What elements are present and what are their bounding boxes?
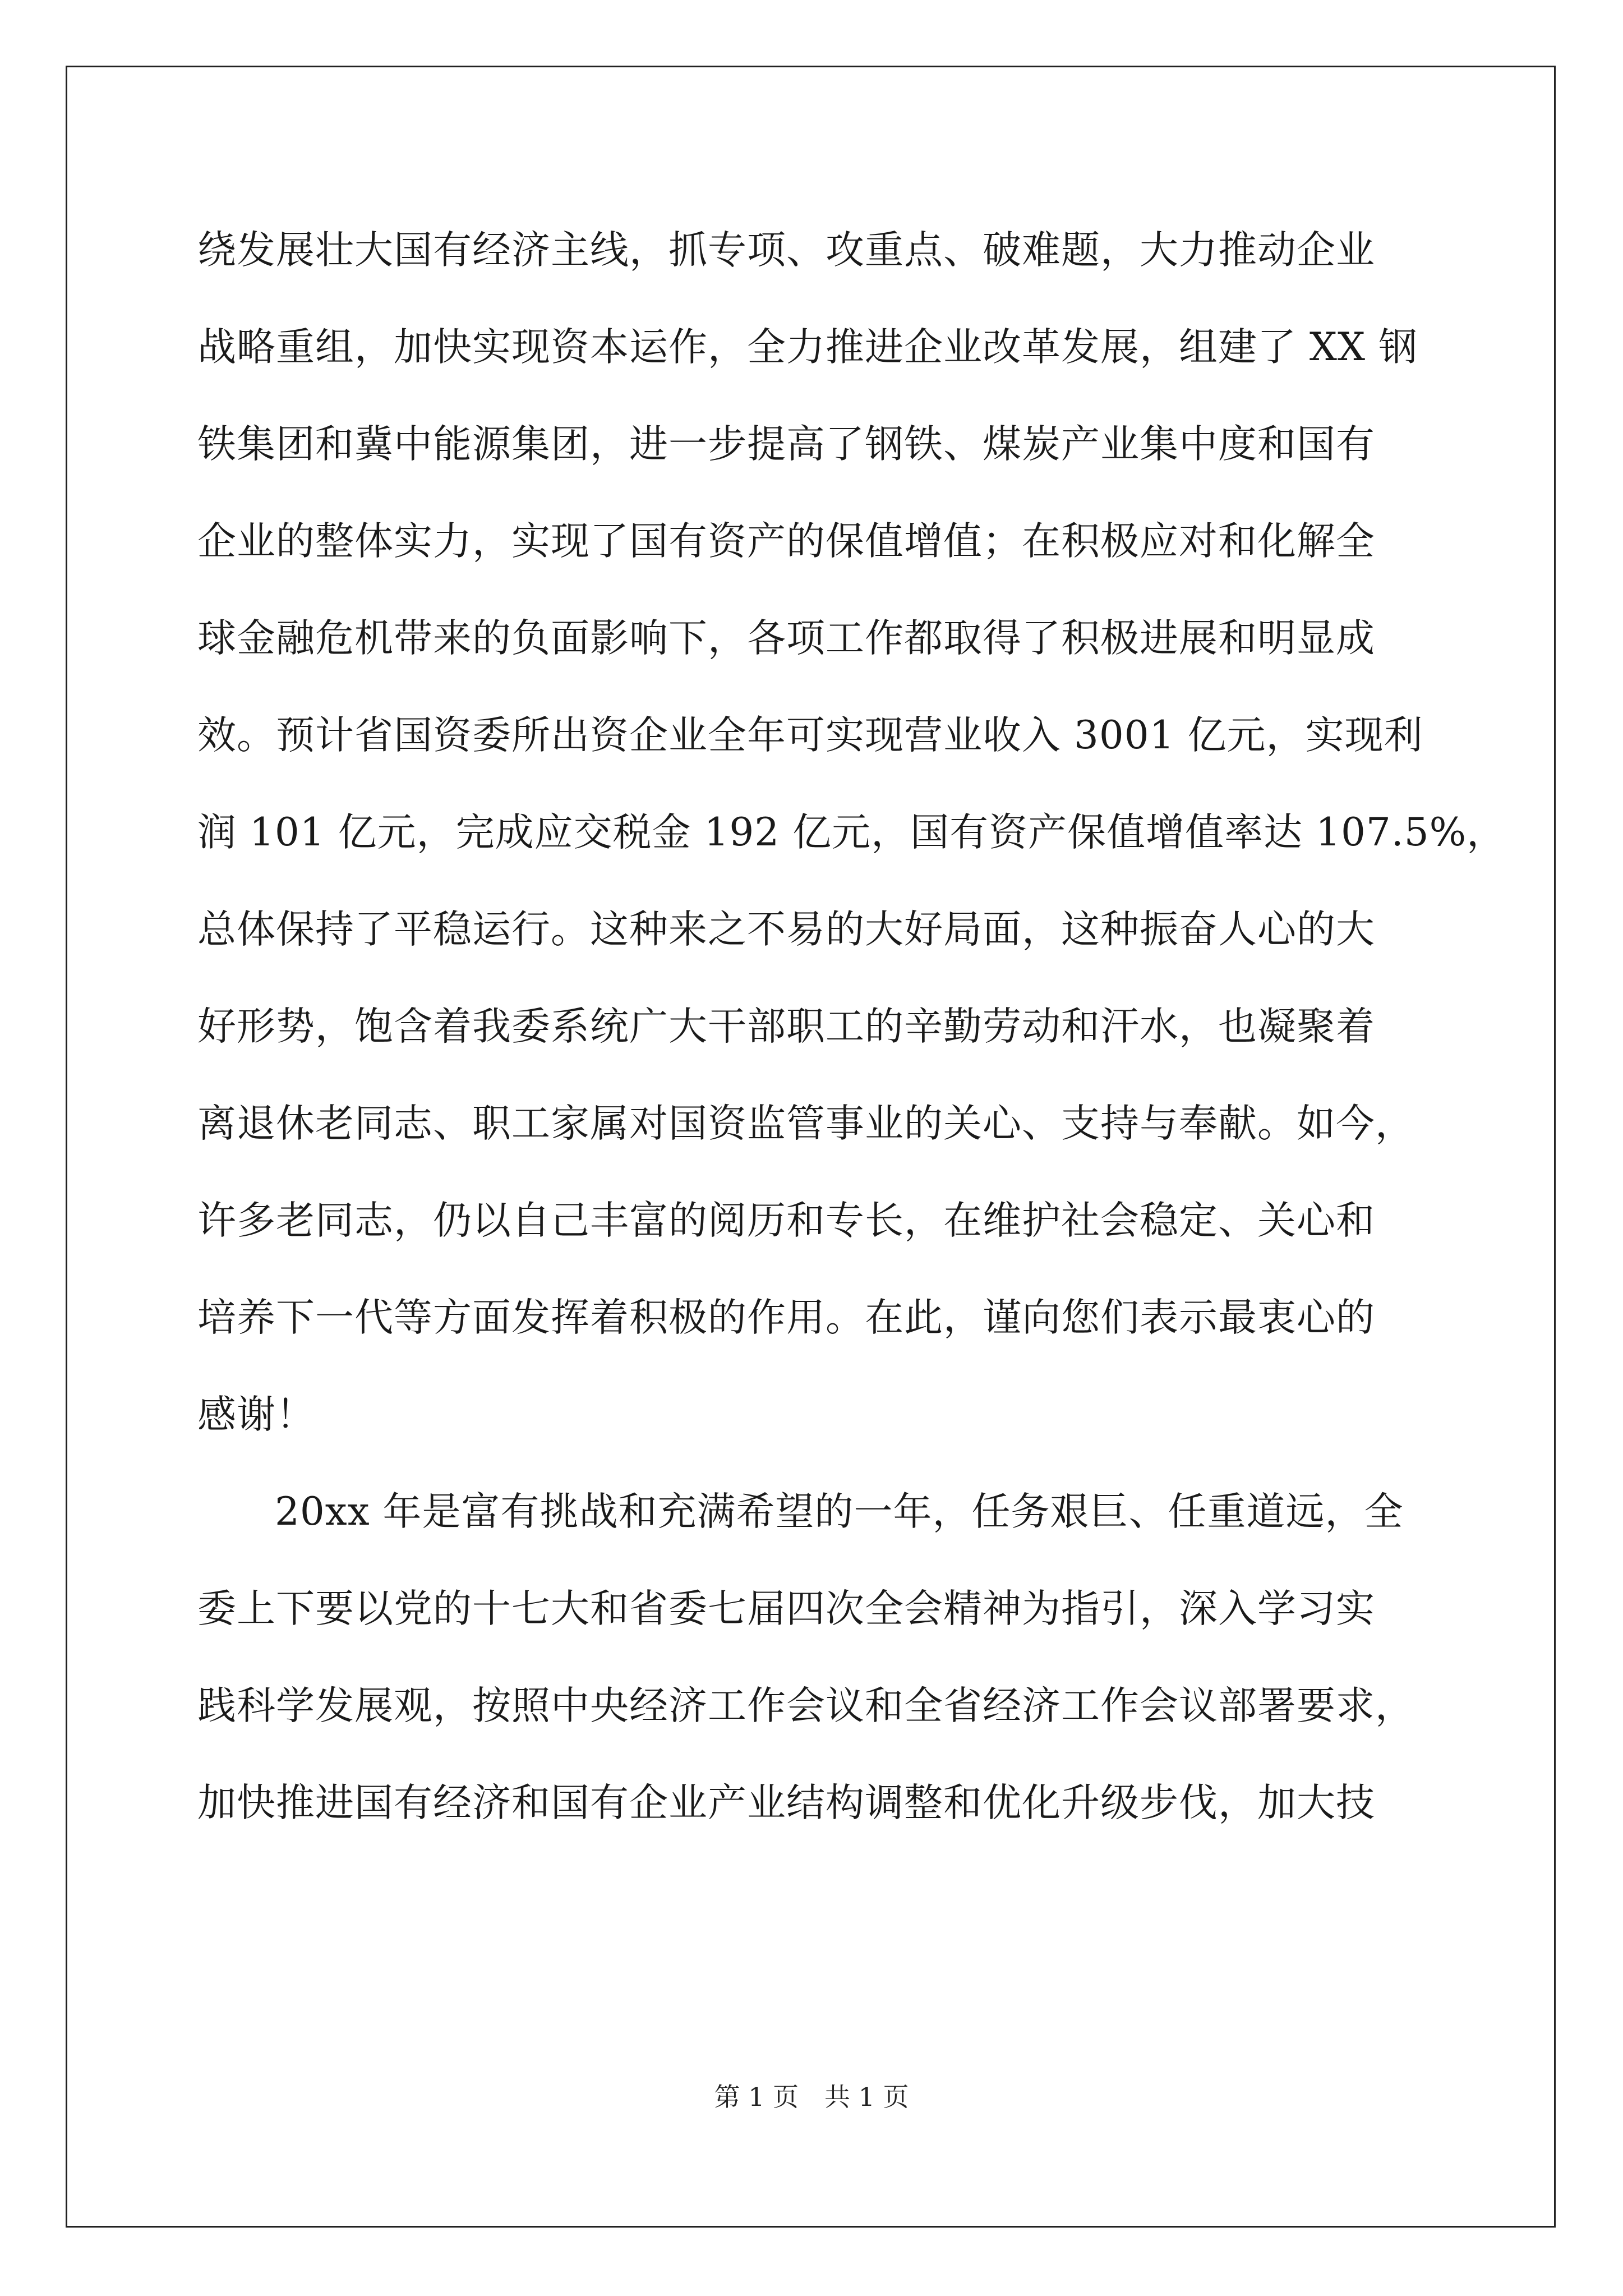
document-body [197, 202, 1506, 1852]
text-line: 许多老同志，仍以自己丰富的阅历和专长，在维护社会稳定、关心和 [197, 1198, 1375, 1243]
text-line: 战略重组，加快实现资本运作，全力推进企业改革发展，组建了 XX 钢 [197, 325, 1418, 370]
text-line: 铁集团和冀中能源集团，进一步提高了钢铁、煤炭产业集中度和国有 [197, 422, 1375, 467]
page-footer: 第 1 页 共 1 页 [714, 2082, 909, 2112]
text-line: 绕发展壮大国有经济主线，抓专项、攻重点、破难题，大力推动企业 [197, 228, 1375, 273]
text-line: 委上下要以党的十七大和省委七届四次全会精神为指引，深入学习实 [197, 1586, 1375, 1631]
text-line: 加快推进国有经济和国有企业产业结构调整和优化升级步伐，加大技 [197, 1780, 1375, 1825]
text-line: 球金融危机带来的负面影响下，各项工作都取得了积极进展和明显成 [197, 616, 1375, 661]
text-line: 效。预计省国资委所出资企业全年可实现营业收入 3001 亿元，实现利 [197, 713, 1423, 758]
text-line: 践科学发展观，按照中央经济工作会议和全省经济工作会议部署要求， [197, 1683, 1414, 1728]
text-line: 好形势，饱含着我委系统广大干部职工的辛勤劳动和汗水，也凝聚着 [197, 1004, 1375, 1049]
text-line: 总体保持了平稳运行。这种来之不易的大好局面，这种振奋人心的大 [197, 907, 1375, 952]
text-line: 企业的整体实力，实现了国有资产的保值增值；在积极应对和化解全 [197, 519, 1375, 564]
text-line: 感谢！ [197, 1392, 315, 1437]
text-line: 离退休老同志、职工家属对国资监管事业的关心、支持与奉献。如今， [197, 1101, 1414, 1146]
text-line: 润 101 亿元，完成应交税金 192 亿元，国有资产保值增值率达 107.5%， [197, 810, 1506, 855]
paragraph-first-line: 20xx 年是富有挑战和充满希望的一年，任务艰巨、任重道远，全 [275, 1489, 1404, 1534]
text-line: 培养下一代等方面发挥着积极的作用。在此，谨向您们表示最衷心的 [197, 1295, 1375, 1340]
